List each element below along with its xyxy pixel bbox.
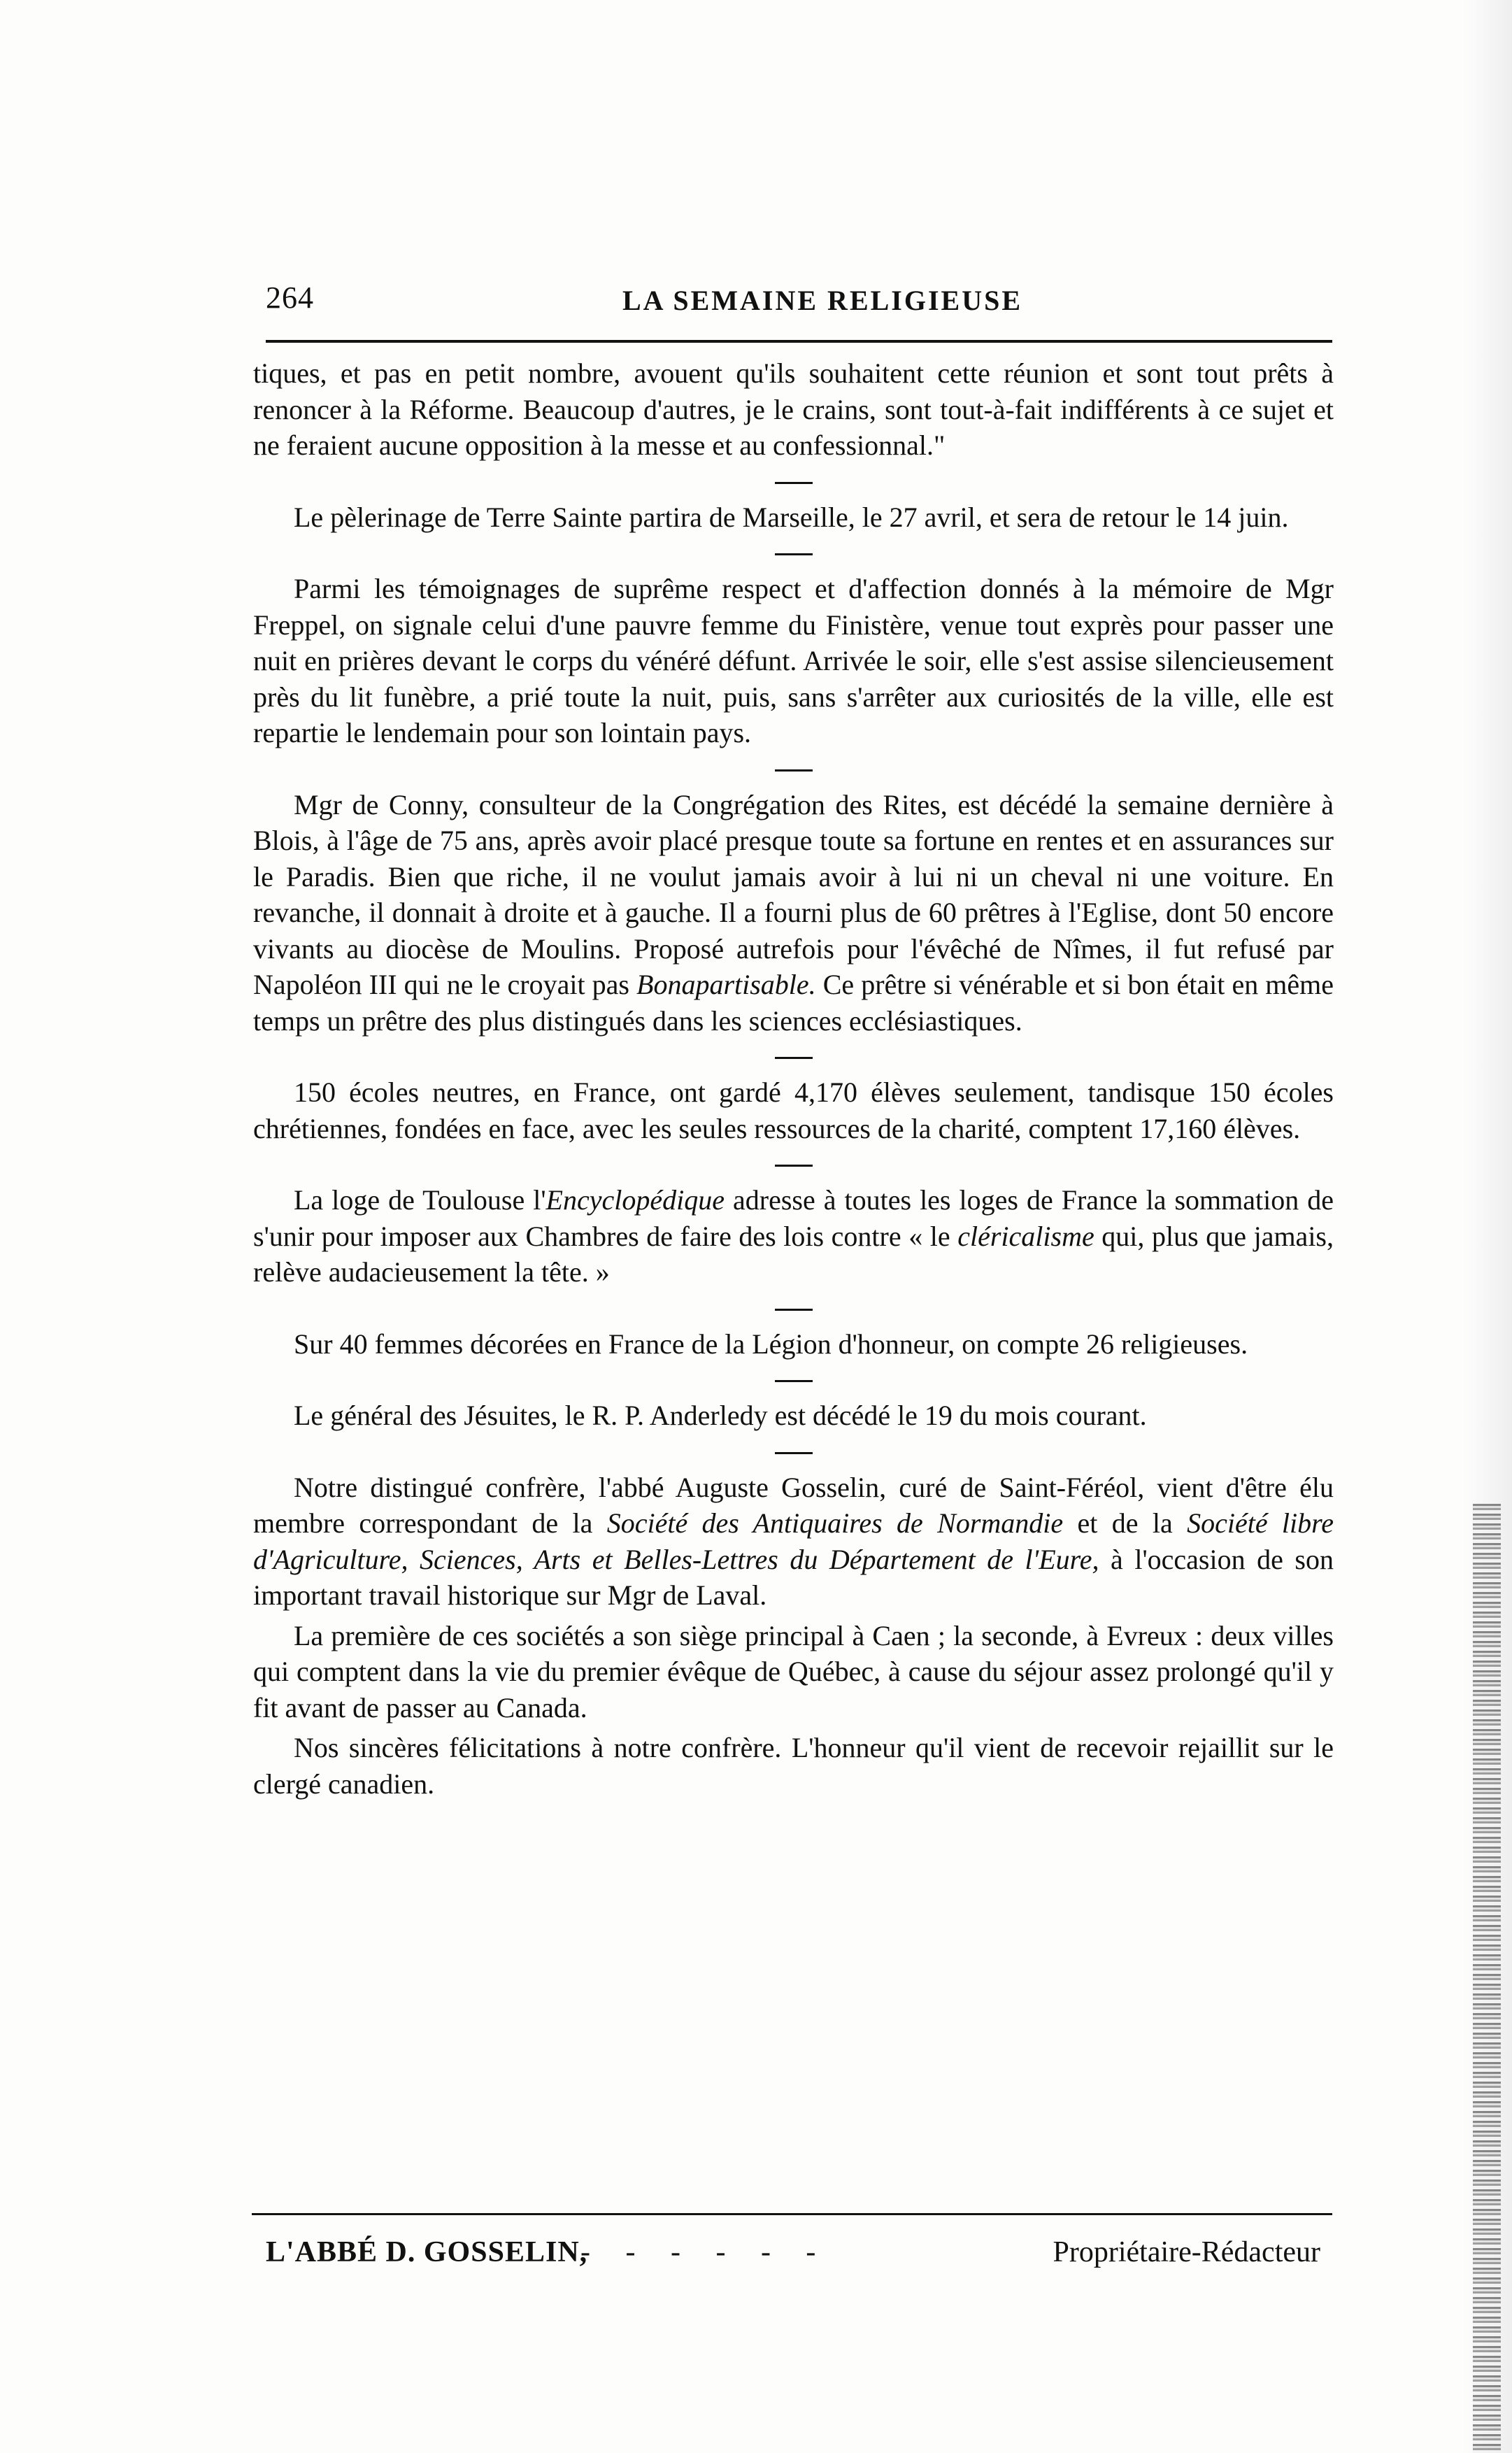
separator-dash bbox=[775, 1309, 813, 1311]
paragraph: Nos sincères félicitations à notre confrère. L'honneur qu'il vient de recevoir rejaillit sur le clergé canadien. bbox=[253, 1732, 1334, 1800]
paragraph-text: adresse à toutes les loges de France la sommation de s'unir pour imposer aux Chambres de faire des lois contre « le bbox=[253, 1184, 1334, 1252]
paragraph: tiques, et pas en petit nombre, avouent qu'ils souhaitent cette réunion et sont tout prêts à renoncer à la Réforme. Beaucoup d'autres, je le crains, sont tout-à-fait indifférents à ce sujet et ne feraient aucune opposition à la messe et au confessionnal." bbox=[253, 357, 1334, 461]
italic-phrase: Société libre d'Agriculture, Sciences, Arts et Belles-Lettres du Département de l'Eure, bbox=[253, 1507, 1334, 1575]
paragraph: 150 écoles neutres, en France, ont gardé 4,170 élèves seulement, tandisque 150 écoles chrétiennes, fondées en face, avec les seules ressources de la charité, comptent 17,160 élèves. bbox=[253, 1076, 1334, 1144]
paragraph-text: La loge de Toulouse l' bbox=[294, 1184, 546, 1216]
page-header bbox=[266, 280, 1336, 322]
paragraph-text: qui, plus que jamais, relève audacieusement la tête. » bbox=[253, 1220, 1334, 1288]
paragraph-text: et de la bbox=[1063, 1507, 1188, 1539]
paragraph-text: Mgr de Conny, consulteur de la Congrégation des Rites, est décédé la semaine dernière à Blois, à l'âge de 75 ans, après avoir placé presque toute sa fortune en rentes et en assurances sur le Paradis. Bien que riche, il ne voulut jamais avoir à lui ni un cheval ni une voiture. En revanche, il donnait à droite et à gauche. Il a fourni plus de 60 prêtres à l'Eglise, dont 50 encore vivants au diocèse de Moulins. Proposé autrefois pour l'évêché de Nîmes, il fut refusé par Napoléon III qui ne le croyait pas bbox=[253, 788, 1334, 1000]
page-footer bbox=[266, 2235, 1336, 2277]
scan-noise-strip bbox=[1473, 1504, 1501, 2453]
separator-dash bbox=[775, 553, 813, 555]
paragraph-text: à l'occasion de son important travail historique sur Mgr de Laval. bbox=[253, 1543, 1334, 1611]
separator-dash bbox=[775, 1165, 813, 1167]
paragraph-text: Notre distingué confrère, l'abbé Auguste Gosselin, curé de Saint-Féréol, vient d'être élu membre correspondant de la bbox=[253, 1471, 1334, 1539]
leader-dots: - - - - - - bbox=[580, 2236, 830, 2268]
separator-dash bbox=[775, 1057, 813, 1059]
paragraph: Le pèlerinage de Terre Sainte partira de Marseille, le 27 avril, et sera de retour le 14 juin. bbox=[294, 501, 1289, 533]
paragraph: La première de ces sociétés a son siège principal à Caen ; la seconde, à Evreux : deux villes qui comptent dans la vie du premier évêque de Québec, à cause du séjour assez prolongé qu'il y fit avant de passer au Canada. bbox=[253, 1619, 1334, 1723]
separator-dash bbox=[775, 1452, 813, 1454]
footer-rule bbox=[252, 2213, 1332, 2215]
paragraph bbox=[253, 1182, 1334, 1291]
paragraph: Parmi les témoignages de suprême respect et d'affection donnés à la mémoire de Mgr Freppel, on signale celui d'une pauvre femme du Finistère, venue tout exprès pour passer une nuit en prières devant le corps du vénéré défunt. Arrivée le soir, elle s'est assise silencieusement près du lit funèbre, a prié toute la nuit, puis, sans s'arrêter aux curiosités de la ville, elle est repartie le lendemain pour son lointain pays. bbox=[253, 573, 1334, 748]
italic-phrase: cléricalisme bbox=[957, 1220, 1094, 1252]
running-title: LA SEMAINE RELIGIEUSE bbox=[622, 285, 1023, 316]
italic-phrase: Société des Antiquaires de Normandie bbox=[606, 1507, 1064, 1539]
page-number: 264 bbox=[266, 280, 314, 315]
editor-role: Propriétaire-Rédacteur bbox=[1053, 2236, 1320, 2268]
separator-dash bbox=[775, 482, 813, 484]
italic-phrase: Encyclopédique bbox=[545, 1184, 725, 1216]
header-rule bbox=[266, 340, 1332, 343]
paragraph bbox=[253, 1470, 1334, 1614]
italic-phrase: Bonapartisable. bbox=[636, 969, 816, 1000]
paragraph: Sur 40 femmes décorées en France de la Légion d'honneur, on compte 26 religieuses. bbox=[294, 1328, 1248, 1360]
paragraph: Le général des Jésuites, le R. P. Anderledy est décédé le 19 du mois courant. bbox=[294, 1400, 1147, 1431]
paragraph bbox=[253, 787, 1334, 1039]
separator-dash bbox=[775, 769, 813, 772]
paragraph-text: Ce prêtre si vénérable et si bon était en même temps un prêtre des plus distingués dans les sciences ecclésiastiques. bbox=[253, 969, 1334, 1037]
separator-dash bbox=[775, 1380, 813, 1382]
signature: L'ABBÉ D. GOSSELIN, bbox=[266, 2236, 588, 2268]
article-body bbox=[253, 355, 1334, 1802]
